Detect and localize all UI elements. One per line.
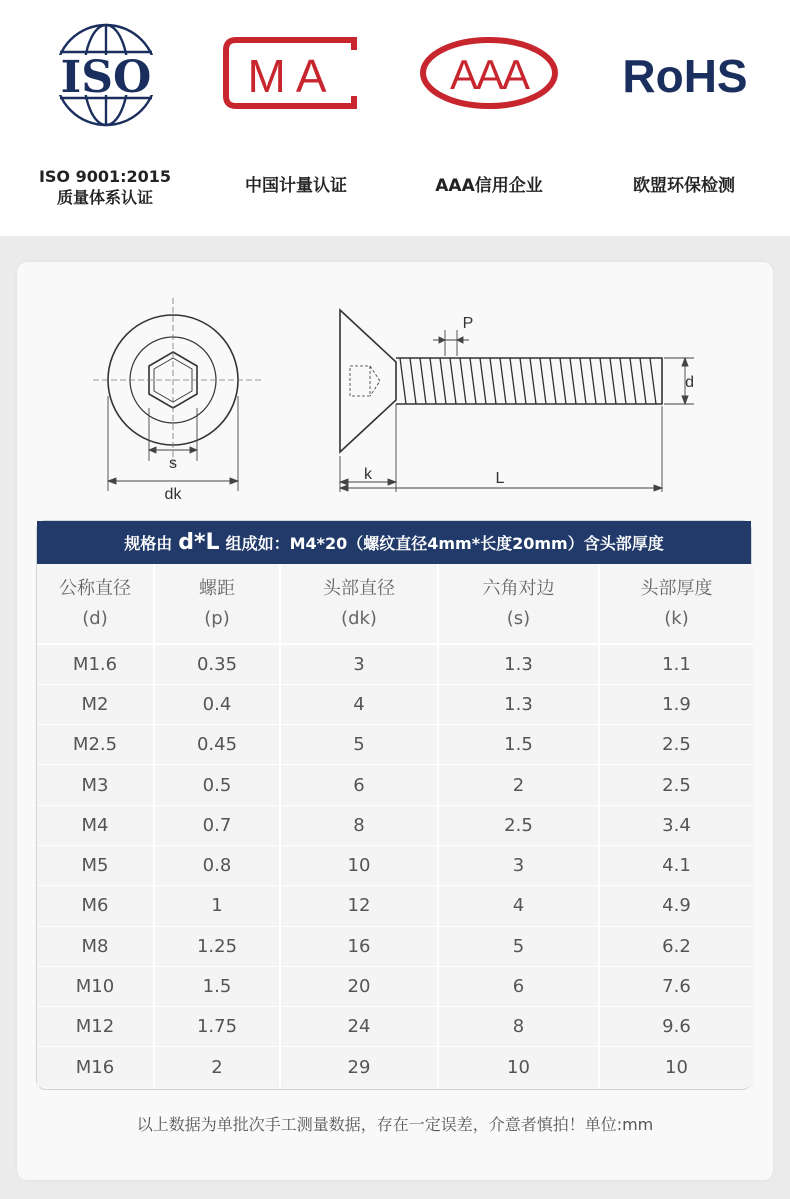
rohs-logo-text: RoHS [622,50,748,102]
aaa-logo [419,36,559,110]
spec-table-container [36,520,752,1090]
table-cell: 8 [438,1007,599,1047]
table-cell: M12 [37,1007,154,1047]
table-cell: 2.5 [438,805,599,845]
table-cell: 4.9 [599,886,753,926]
table-cell: 1.3 [438,684,599,724]
col-header-s: 六角对边 (s) [438,564,599,644]
table-cell: 4.1 [599,845,753,885]
table-cell: 0.5 [154,765,280,805]
iso-logo-text: ISO [60,52,152,103]
table-row [37,845,753,885]
table-cell: M3 [37,765,154,805]
table-row [37,926,753,966]
spec-table-body [37,644,753,1087]
table-cell: 3 [280,644,438,684]
table-cell: 0.4 [154,684,280,724]
table-cell: 1.9 [599,684,753,724]
measurement-note: 以上数据为单批次手工测量数据，存在一定误差，介意者慎拍！单位:mm [136,1115,654,1134]
rohs-logo [610,48,760,100]
table-cell: 3.4 [599,805,753,845]
table-cell: 1.5 [154,966,280,1006]
spec-table [37,564,753,1087]
table-cell: 10 [599,1047,753,1087]
table-cell: 24 [280,1007,438,1047]
col-header-k: 头部厚度 (k) [599,564,753,644]
table-cell: 1.1 [599,644,753,684]
table-cell: 2 [438,765,599,805]
thread-pattern [400,358,656,404]
table-row [37,644,753,684]
table-header-row [37,564,753,644]
certification-bar [0,0,790,236]
col-header-dk: 头部直径 (dk) [280,564,438,644]
table-cell: 20 [280,966,438,1006]
table-cell: 1.3 [438,644,599,684]
aaa-caption: AAA信用企业 [435,176,543,196]
ma-logo [222,36,368,110]
table-cell: 1 [154,886,280,926]
table-row [37,805,753,845]
title-suffix: 组成如：M4*20（螺纹直径4mm*长度20mm）含头部厚度 [225,534,664,553]
table-cell: 5 [280,725,438,765]
iso-caption-line2: 质量体系认证 [56,188,153,207]
table-cell: 16 [280,926,438,966]
table-cell: 4 [438,886,599,926]
table-cell: M2.5 [37,725,154,765]
table-cell: 0.7 [154,805,280,845]
table-cell: 6 [280,765,438,805]
table-cell: M6 [37,886,154,926]
iso-logo [40,22,172,128]
table-cell: 7.6 [599,966,753,1006]
ma-logo-text: MA [247,50,337,102]
screw-dimension-diagram [88,296,694,503]
table-row [37,765,753,805]
table-cell: 0.45 [154,725,280,765]
table-cell: 0.35 [154,644,280,684]
screw-side-view [340,310,662,452]
table-cell: M16 [37,1047,154,1087]
table-cell: 3 [438,845,599,885]
table-cell: M1.6 [37,644,154,684]
label-dk: dk [164,486,182,503]
table-cell: 2.5 [599,765,753,805]
label-d: d [685,374,694,391]
spec-table-title [37,521,751,564]
table-cell: 12 [280,886,438,926]
table-cell: M5 [37,845,154,885]
table-cell: 4 [280,684,438,724]
table-cell: M2 [37,684,154,724]
table-cell: 10 [438,1047,599,1087]
table-cell: 2.5 [599,725,753,765]
table-cell: M10 [37,966,154,1006]
table-cell: 8 [280,805,438,845]
ma-caption: 中国计量认证 [245,176,347,196]
table-cell: 1.75 [154,1007,280,1047]
table-cell: 5 [438,926,599,966]
table-cell: M4 [37,805,154,845]
label-k: k [364,466,372,483]
table-row [37,725,753,765]
table-row [37,1007,753,1047]
iso-caption [20,166,190,208]
table-cell: 1.25 [154,926,280,966]
table-cell: 29 [280,1047,438,1087]
table-row [37,886,753,926]
table-row [37,684,753,724]
label-p: P [462,315,474,332]
col-header-d: 公称直径 (d) [37,564,154,644]
table-cell: M8 [37,926,154,966]
title-prefix: 规格由 [124,534,173,553]
table-row [37,1047,753,1087]
table-cell: 1.5 [438,725,599,765]
aaa-logo-text: AAA [449,51,529,98]
table-cell: 9.6 [599,1007,753,1047]
table-cell: 2 [154,1047,280,1087]
label-s: s [169,455,177,472]
table-cell: 10 [280,845,438,885]
rohs-caption: 欧盟环保检测 [633,176,735,196]
table-cell: 6 [438,966,599,1006]
label-L: L [495,470,505,487]
table-cell: 0.8 [154,845,280,885]
col-header-p: 螺距 (p) [154,564,280,644]
table-row [37,966,753,1006]
table-cell: 6.2 [599,926,753,966]
title-formula: d*L [178,530,220,555]
iso-caption-line1: ISO 9001:2015 [38,167,172,186]
